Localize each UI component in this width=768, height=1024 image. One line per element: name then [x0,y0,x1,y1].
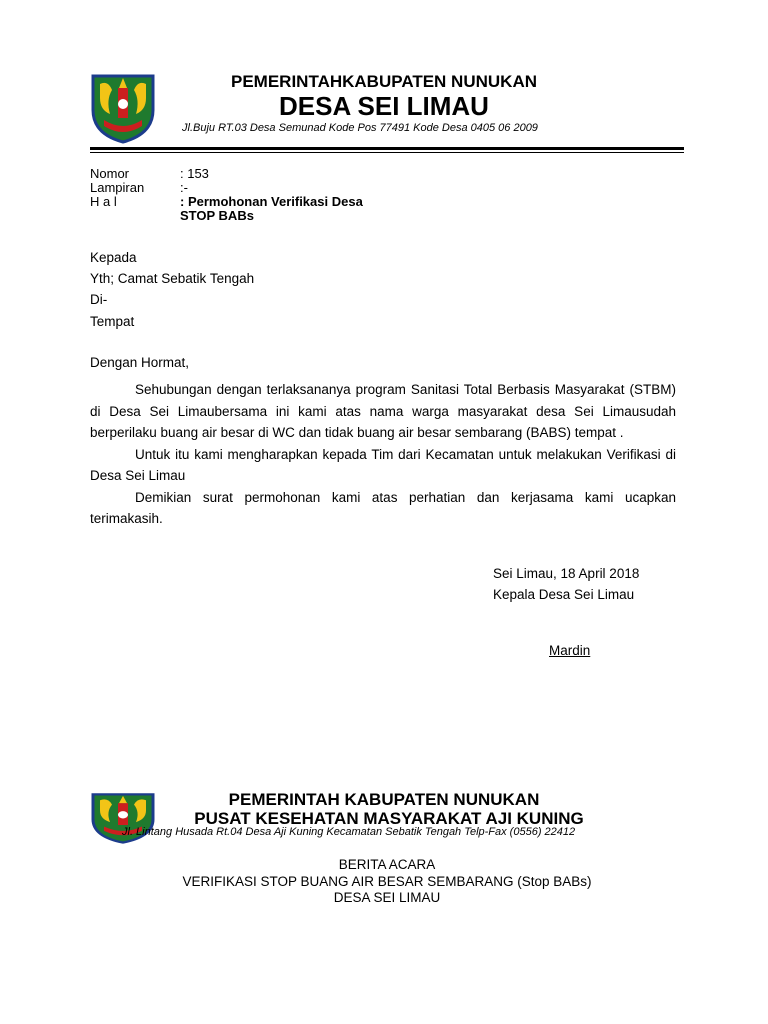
berita-acara-subject: VERIFIKASI STOP BUANG AIR BESAR SEMBARANG (Stop BABs) [182,874,592,889]
recipient-yth: Yth; Camat Sebatik Tengah [90,271,255,286]
signature-title: Kepala Desa Sei Limau [493,587,635,602]
body-paragraph-2: Untuk itu kami mengharapkan kepada Tim dari Kecamatan untuk melakukan Verifikasi di Desa Sei Limau [90,446,676,483]
meta-hal-value-cont: STOP BABs [180,208,254,223]
meta-hal-value: : Permohonan Verifikasi Desa [180,194,363,209]
regency-emblem-icon [88,70,158,144]
puskesmas-government-title: PEMERINTAH KABUPATEN NUNUKAN [228,790,540,809]
greeting: Dengan Hormat, [90,355,190,370]
body-paragraph-1: Sehubungan dengan terlaksananya program Sanitasi Total Berbasis Masyarakat (STBM) di Desa Sei Limaubersama ini kami atas nama warga masyarakat desa Sei Limausudah berperilaku buang air besar di WC dan tidak buang air besar sembarang (BABS) tempat . [90,382,676,440]
meta-nomor-value: : 153 [180,166,209,181]
meta-hal-label: H a l [90,194,117,209]
body-paragraph-3: Demikian surat permohonan kami atas perhatian dan kerjasama kami ucapkan terimakasih. [90,489,676,526]
puskesmas-address: Jl. Lintang Husada Rt.04 Desa Aji Kuning Kecamatan Sebatik Tengah Telp-Fax (0556) 22412 [122,826,576,838]
letter-body [90,379,676,530]
letterhead-rule-thick [90,147,684,150]
signature-name: Mardin [549,643,591,658]
recipient-di: Di- [90,292,108,307]
signature-place-date: Sei Limau, 18 April 2018 [493,566,640,581]
meta-lampiran-label: Lampiran [90,180,145,195]
recipient-kepada: Kepada [90,250,137,265]
meta-lampiran-value: :- [180,180,188,195]
letterhead-address: Jl.Buju RT.03 Desa Semunad Kode Pos 77491 Kode Desa 0405 06 2009 [182,122,538,134]
recipient-tempat: Tempat [90,314,135,329]
letterhead-government-title: PEMERINTAHKABUPATEN NUNUKAN [231,72,537,91]
letterhead-village-title: DESA SEI LIMAU [279,91,489,121]
berita-acara-village: DESA SEI LIMAU [333,890,441,905]
berita-acara-title: BERITA ACARA [338,857,436,872]
letterhead-rule-thin [90,152,684,153]
meta-nomor-label: Nomor [90,166,130,181]
puskesmas-title: PUSAT KESEHATAN MASYARAKAT AJI KUNING [194,809,584,828]
